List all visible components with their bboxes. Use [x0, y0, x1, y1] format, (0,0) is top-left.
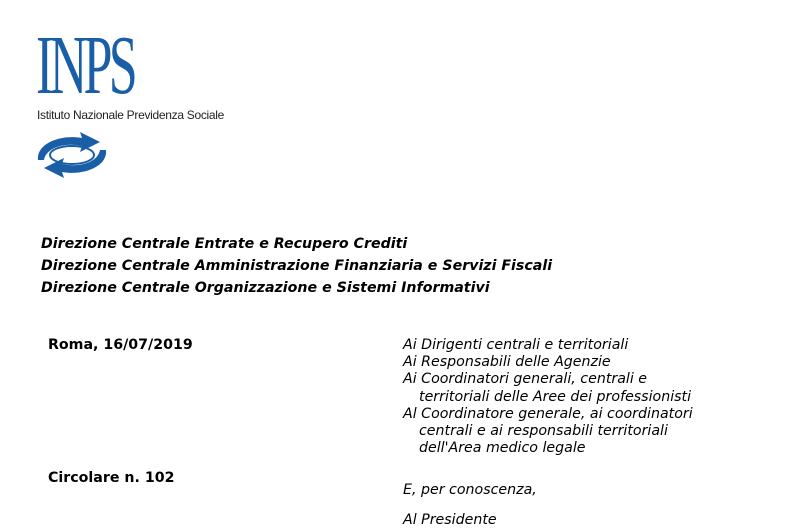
recipient-line: dell'Area medico legale	[419, 440, 586, 457]
recipient-line: Al Coordinatore generale, ai coordinatori	[403, 405, 693, 422]
recipient-line: Ai Coordinatori generali, centrali e	[403, 371, 648, 388]
recipient-line: Ai Dirigenti centrali e territoriali	[403, 337, 629, 353]
circular-arrows-icon	[30, 130, 114, 184]
logo-wordmark: INPS	[36, 19, 135, 112]
directorate-line: Direzione Centrale Amministrazione Finanziaria e Servizi Fiscali	[41, 258, 553, 274]
recipient-line-partial: Al Presidente	[403, 512, 497, 528]
recipient-line: territoriali delle Aree dei professionisti	[419, 388, 692, 405]
directorates-list	[41, 233, 552, 299]
directorate-line: Direzione Centrale Entrate e Recupero Crediti	[41, 236, 408, 252]
circular-number: Circolare n. 102	[48, 470, 175, 486]
recipient-line: centrali e ai responsabili territoriali	[419, 423, 668, 440]
logo-subtitle: Istituto Nazionale Previdenza Sociale	[37, 108, 225, 122]
for-information-label: E, per conoscenza,	[403, 482, 537, 498]
directorate-line: Direzione Centrale Organizzazione e Sistemi Informativi	[41, 280, 490, 296]
recipients-list	[403, 337, 693, 457]
recipient-line: Ai Responsabili delle Agenzie	[403, 354, 611, 371]
date-line: Roma, 16/07/2019	[48, 337, 193, 353]
